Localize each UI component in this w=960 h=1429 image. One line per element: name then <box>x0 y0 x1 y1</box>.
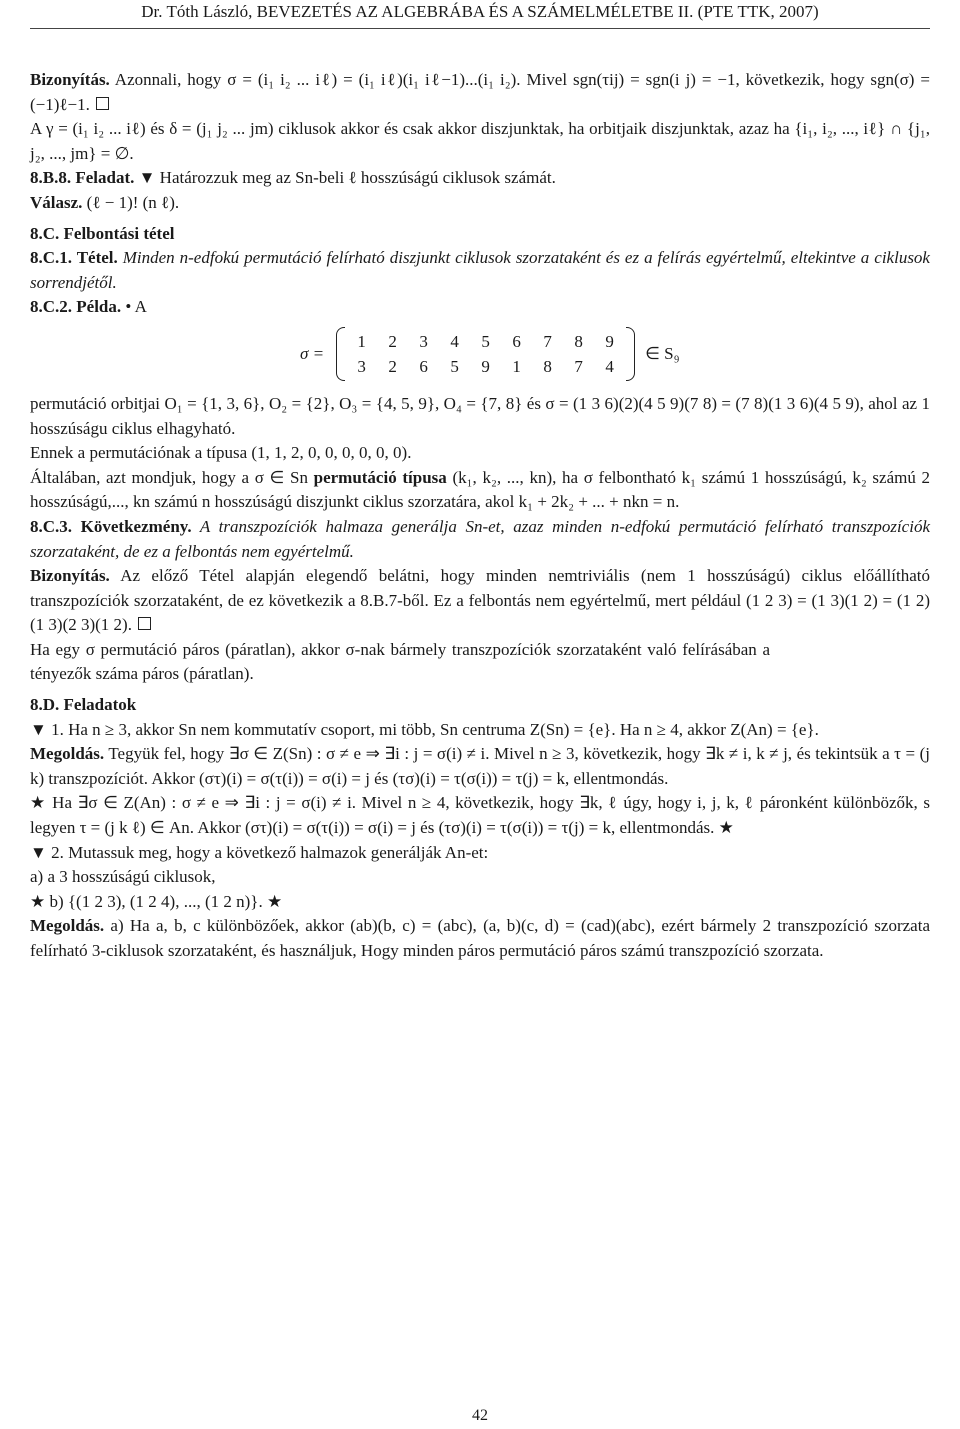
orbits-paragraph: permutáció orbitjai O₁ = {1, 3, 6}, O₂ = {2}, O₃ = {4, 5, 9}, O₄ = {7, 8} és σ = (1 3 6)(2)(4 5 9)(7 8) = (7 8)(1 3 6)(4 5 9), ahol az 1 hosszúságu ciklus elhagyható. <box>30 393 930 438</box>
matrix-bottom-entry: 2 <box>388 356 397 376</box>
star-solution: ★ Ha ∃σ ∈ Z(An) : σ ≠ e ⇒ ∃i : j = σ(i) ≠ i. Mivel n ≥ 4, következik, hogy ∃k, ℓ úgy, hogy i, j, k, ℓ páronként különbözők, s legyen τ = (j k ℓ) ∈ An. Akkor (στ)(i) = σ(τ(i)) = σ(i) = j és (τσ)(i) = τ(σ(i)) = τ(j) = k, ellentmondás. ★ <box>30 793 930 838</box>
exercise-8b8 <box>30 166 930 191</box>
exercise-text: ▼ Határozzuk meg az Sn-beli ℓ hosszúságú ciklusok számát. <box>134 168 556 188</box>
matrix-top-entry: 2 <box>388 331 397 351</box>
matrix-top-entry: 3 <box>419 331 428 351</box>
proof-label: Bizonyítás. <box>30 70 110 89</box>
page-body <box>30 68 930 964</box>
task-2: ▼ 2. Mutassuk meg, hogy a következő halmazok generálják An-et: <box>30 842 489 862</box>
proof-paragraph-2 <box>30 564 930 638</box>
proof-text: Azonnali, hogy σ = (i₁ i₂ ... iℓ) = (i₁ iℓ)(i₁ iℓ−1)...(i₁ i₂). Mivel sgn(τij) = sgn(i j) = −1, következik, hogy sgn(σ) = (−1)ℓ−1. <box>30 70 930 114</box>
general-text-b: (k₁, k₂, ..., kn), ha σ felbontható k₁ számú 1 hosszúságú, k₂ számú 2 hosszúságú,..., kn számú n hosszúságú diszjunkt ciklus szorzatára, akol k₁ + 2k₂ + ... + nkn = n. <box>30 467 930 512</box>
page-number: 42 <box>472 1407 488 1424</box>
matrix-top-row <box>346 329 625 354</box>
answer-label: Válasz. <box>30 192 83 212</box>
matrix-top-entry: 5 <box>481 331 490 351</box>
answer-text: (ℓ − 1)! (n ℓ). <box>82 192 180 212</box>
matrix-top-entry: 1 <box>357 331 366 351</box>
theorem-label: 8.C.1. Tétel. <box>30 248 118 268</box>
task-2a: a) a 3 hosszúságú ciklusok, <box>30 867 216 887</box>
matrix-top-entry: 4 <box>450 331 459 351</box>
matrix-bottom-entry: 3 <box>357 356 366 376</box>
matrix-bottom-entry: 5 <box>450 356 459 376</box>
matrix-top-entry: 8 <box>574 331 583 351</box>
matrix-bottom-entry: 7 <box>574 356 583 376</box>
section-heading-8d: 8.D. Feladatok <box>30 695 137 715</box>
exercise-label: 8.B.8. Feladat. <box>30 168 135 188</box>
matrix-top-entry: 9 <box>605 331 614 351</box>
permutation-matrix-row <box>300 326 930 382</box>
running-header: Dr. Tóth László, BEVEZETÉS AZ ALGEBRÁBA ÉS A SZÁMELMÉLETBE II. (PTE TTK, 2007) <box>141 2 819 21</box>
example-label: 8.C.2. Példa. <box>30 297 122 317</box>
matrix-membership: ∈ S₉ <box>645 343 680 363</box>
section-heading-8c: 8.C. Felbontási tétel <box>30 223 175 243</box>
solution-2 <box>30 914 930 963</box>
matrix-bottom-entry: 1 <box>512 356 521 376</box>
qed-box-icon <box>96 97 109 110</box>
answer-line <box>30 191 930 216</box>
theorem-8c1 <box>30 246 930 295</box>
solution1-text: Tegyük fel, hogy ∃σ ∈ Z(Sn) : σ ≠ e ⇒ ∃i : j = σ(i) ≠ i. Mivel n ≥ 3, következik, hogy ∃k ≠ i, k ≠ j, és tekintsük a τ = (j k) transzpozíciót. Akkor (στ)(i) = σ(τ(i)) = σ(i) = j és (τσ)(i) = τ(σ(i)) = τ(j) = k, ellentmondás. <box>30 744 930 788</box>
matrix-bottom-entry: 4 <box>605 356 614 376</box>
corollary-label: 8.C.3. Következmény. <box>30 516 192 536</box>
parity-paragraph: Ha egy σ permutáció páros (páratlan), akkor σ-nak bármely transzpozíciók szorzataként való felírásában a tényezők száma páros (páratlan). <box>30 639 770 684</box>
solution2-text: a) Ha a, b, c különbözőek, akkor (ab)(b, c) = (abc), (a, b)(c, d) = (cad)(abc), ezért bármely 2 transzpozíció szorzata felírható 3-ciklusok szorzataként, és használjuk, Hogy minden páros permutáció páros számú transzpozíció szorzata. <box>30 916 930 960</box>
task-1: ▼ 1. Ha n ≥ 3, akkor Sn nem kommutatív csoport, mi több, Sn centruma Z(Sn) = {e}. Ha n ≥ 4, akkor Z(An) = {e}. <box>30 719 819 739</box>
matrix-bottom-entry: 9 <box>481 356 490 376</box>
matrix-bottom-entry: 6 <box>419 356 428 376</box>
corollary-text: A transzpozíciók halmaza generálja Sn-et, azaz minden n-edfokú permutáció felírható transzpozíciók szorzataként, de ez a felbontás nem egyértelmű. <box>30 516 930 561</box>
permutation-matrix <box>336 329 635 379</box>
theorem-text: Minden n-edfokú permutáció felírható diszjunkt ciklusok szorzataként és ez a felírás egyértelmű, eltekintve a ciklusok sorrendjétől. <box>30 248 930 292</box>
solution2-label: Megoldás. <box>30 916 105 936</box>
proof-paragraph-1 <box>30 68 930 117</box>
sigma-label: σ = <box>300 343 325 363</box>
example-text: • A <box>121 297 147 317</box>
general-bold-term: permutáció típusa <box>313 467 447 487</box>
gamma-delta-paragraph: A γ = (i₁ i₂ ... iℓ) és δ = (j₁ j₂ ... jm) ciklusok akkor és csak akkor diszjunktak, ha orbitjaik diszjunktak, azaz ha {i₁, i₂, ..., iℓ} ∩ {j₁, j₂, ..., jm} = ∅. <box>30 119 930 163</box>
general-type-paragraph <box>30 466 930 515</box>
matrix-bottom-row <box>346 354 625 379</box>
task-2b: ★ b) {(1 2 3), (1 2 4), ..., (1 2 n)}. ★ <box>30 891 283 911</box>
matrix-bottom-entry: 8 <box>543 356 552 376</box>
type-paragraph: Ennek a permutációnak a típusa (1, 1, 2, 0, 0, 0, 0, 0, 0). <box>30 443 412 463</box>
proof2-label: Bizonyítás. <box>30 566 110 586</box>
solution-1 <box>30 742 930 791</box>
matrix-top-entry: 6 <box>512 331 521 351</box>
example-8c2 <box>30 295 930 320</box>
solution1-label: Megoldás. <box>30 744 105 764</box>
matrix-top-entry: 7 <box>543 331 552 351</box>
qed-box-icon <box>138 617 151 630</box>
corollary-8c3 <box>30 515 930 564</box>
proof2-text: Az előző Tétel alapján elegendő belátni, hogy minden nemtriviális (nem 1 hosszúságú) ciklus előállítható transzpozíciók szorzataként, de ez következik a 8.B.7-ből. Ez a felbontás nem egyértelmű, mert például (1 2 3) = (1 3)(1 2) = (1 2)(1 3)(2 3)(1 2). <box>30 566 930 635</box>
general-text-a: Általában, azt mondjuk, hogy a σ ∈ Sn <box>30 467 314 487</box>
header-rule <box>30 28 930 29</box>
